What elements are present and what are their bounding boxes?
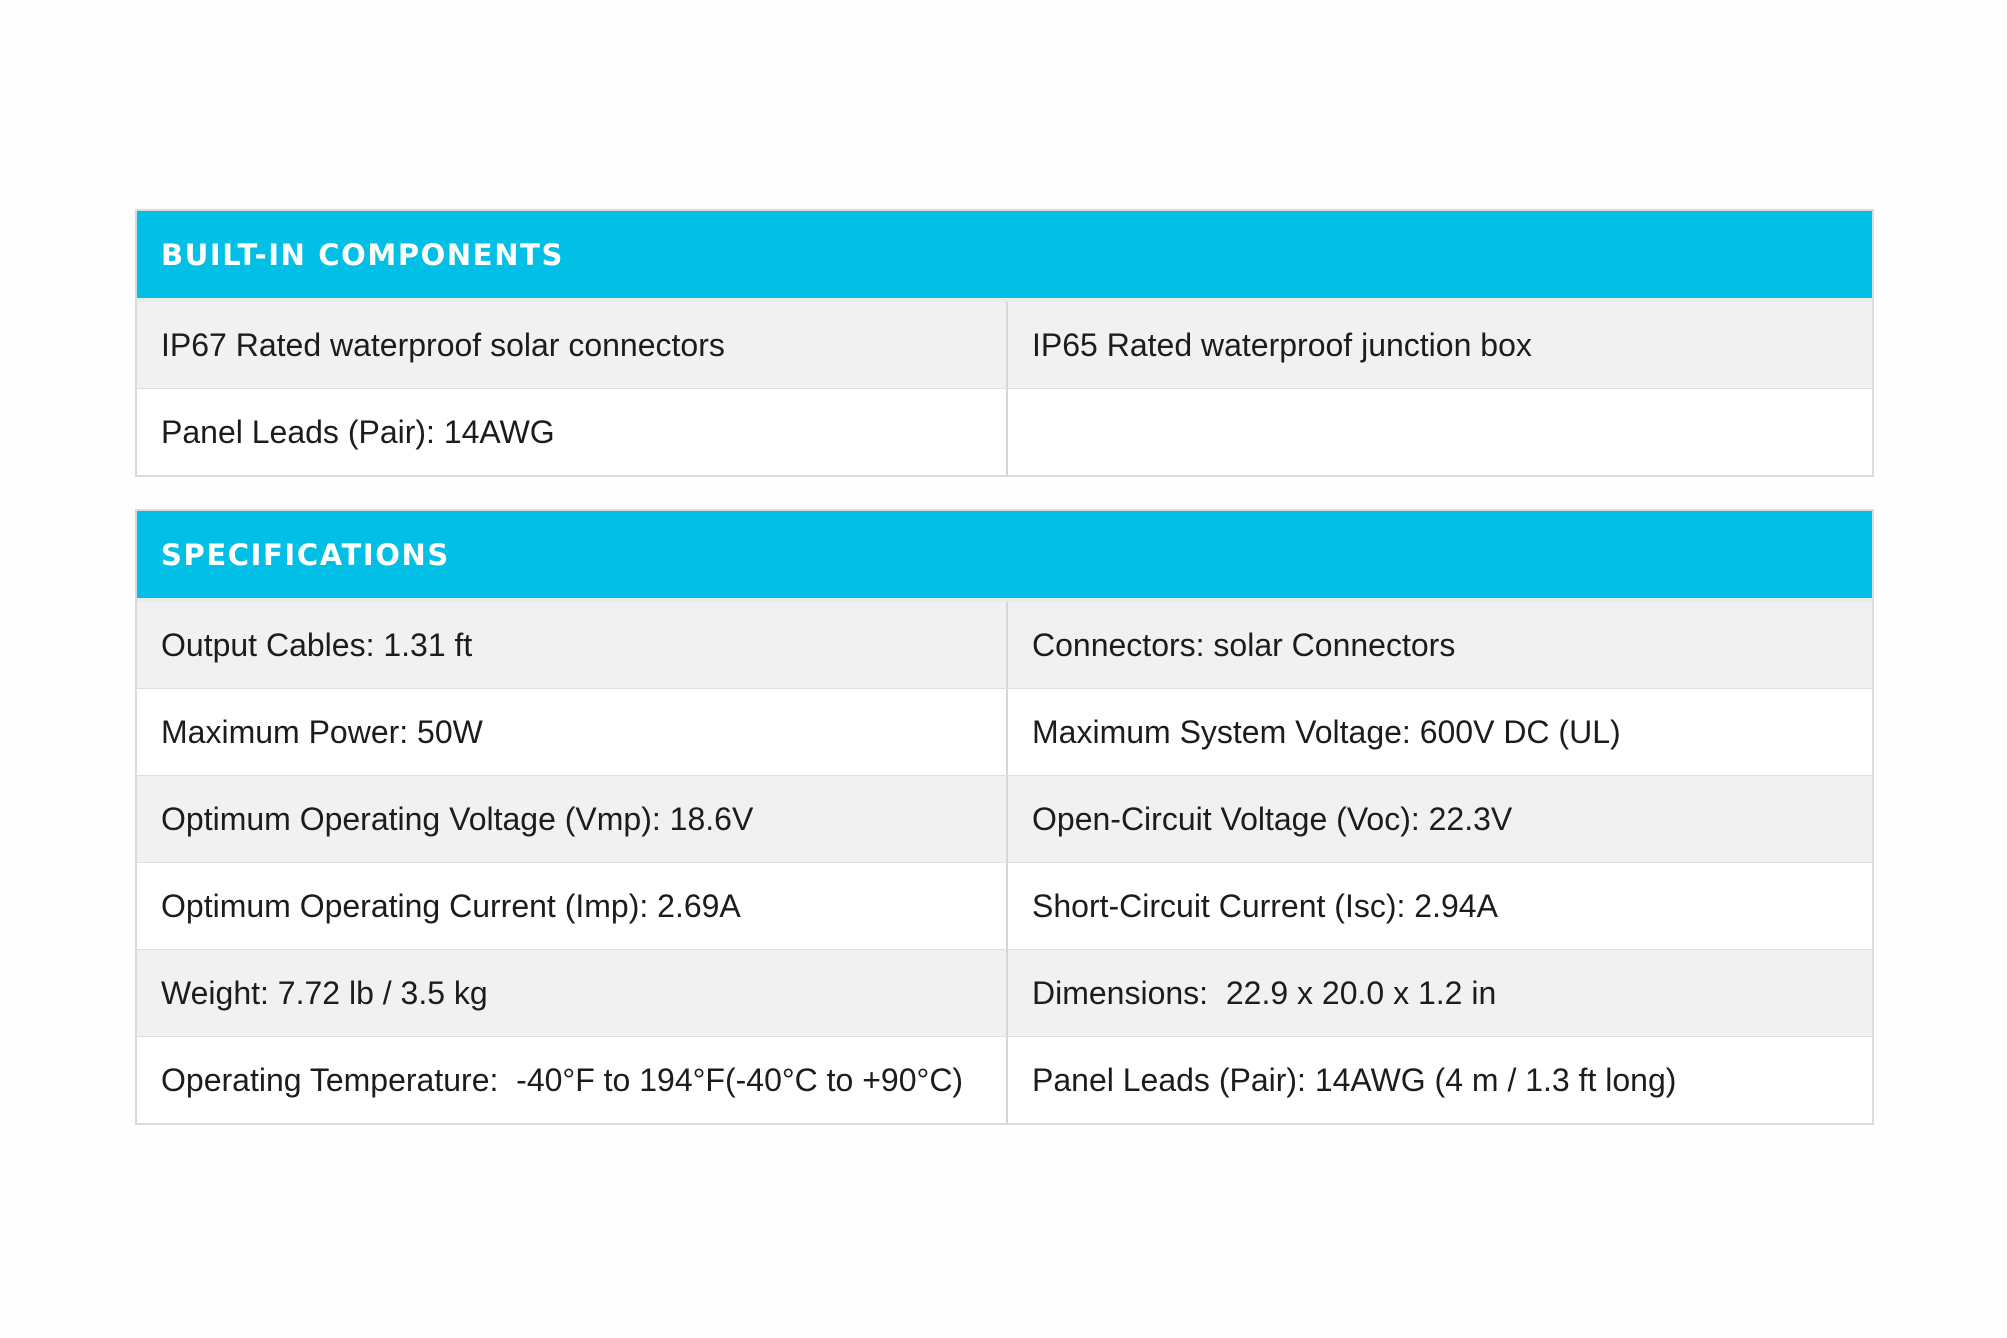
- table-cell: Panel Leads (Pair): 14AWG: [137, 389, 1008, 475]
- table-cell: Output Cables: 1.31 ft: [137, 602, 1008, 688]
- table-cell: Maximum Power: 50W: [137, 689, 1008, 775]
- table-row: [137, 862, 1872, 949]
- table-row: [137, 775, 1872, 862]
- table-row: [137, 1036, 1872, 1123]
- table-cell: Optimum Operating Voltage (Vmp): 18.6V: [137, 776, 1008, 862]
- specifications-table: [135, 509, 1874, 1125]
- table-cell: Weight: 7.72 lb / 3.5 kg: [137, 950, 1008, 1036]
- table-cell: Short-Circuit Current (Isc): 2.94A: [1032, 887, 1498, 924]
- table-cell: Connectors: solar Connectors: [1032, 626, 1456, 663]
- section-header-built-in-components: BUILT-IN COMPONENTS: [137, 211, 1872, 298]
- section-header-specifications: SPECIFICATIONS: [137, 511, 1872, 598]
- built-in-components-table: [135, 209, 1874, 477]
- table-row: [137, 302, 1872, 388]
- table-row: [137, 688, 1872, 775]
- table-row: [137, 602, 1872, 688]
- table-cell: Operating Temperature: -40°F to 194°F(-40°C to +90°C): [137, 1037, 1008, 1123]
- table-cell: Open-Circuit Voltage (Voc): 22.3V: [1032, 800, 1513, 837]
- table-row: [137, 388, 1872, 475]
- table-cell: IP67 Rated waterproof solar connectors: [137, 302, 1008, 388]
- table-cell: Dimensions: 22.9 x 20.0 x 1.2 in: [1032, 974, 1497, 1011]
- table-cell: Optimum Operating Current (Imp): 2.69A: [137, 863, 1008, 949]
- table-cell: IP65 Rated waterproof junction box: [1032, 326, 1532, 363]
- table-row: [137, 949, 1872, 1036]
- table-cell: Panel Leads (Pair): 14AWG (4 m / 1.3 ft long): [1032, 1061, 1677, 1098]
- table-cell: [1008, 389, 1872, 475]
- table-cell: Maximum System Voltage: 600V DC (UL): [1032, 713, 1621, 750]
